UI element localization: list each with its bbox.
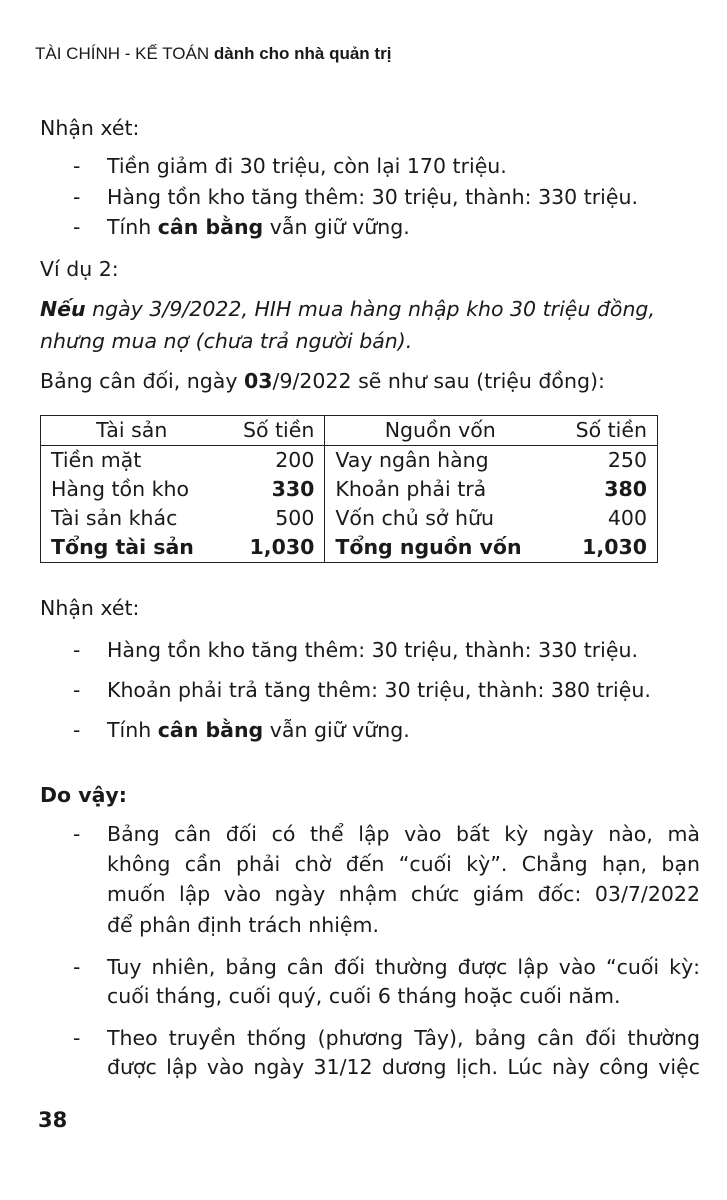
- list-item: Tiền giảm đi 30 triệu, còn lại 170 triệu.: [107, 154, 507, 178]
- paragraph-line: Tuy nhiên, bảng cân đối thường được lập vào “cuối kỳ:: [107, 955, 700, 979]
- cell: Tổng nguồn vốn: [335, 535, 522, 559]
- cell: Tài sản khác: [51, 506, 178, 530]
- header-subtitle: dành cho nhà quản trị: [213, 44, 392, 63]
- cell: Vốn chủ sở hữu: [335, 506, 494, 530]
- cell: 1,030: [223, 533, 325, 563]
- list-item: Hàng tồn kho tăng thêm: 30 triệu, thành: 330 triệu.: [107, 185, 638, 209]
- bullet-dash: -: [73, 718, 81, 742]
- example-text-line1: [40, 297, 655, 321]
- paragraph-line: Bảng cân đối có thể lập vào bất kỳ ngày nào, mà: [107, 822, 700, 846]
- header-cell: Số tiền: [555, 416, 657, 446]
- page-number: 38: [38, 1108, 68, 1132]
- text: Bảng cân đối, ngày: [40, 369, 244, 393]
- paragraph-line: Theo truyền thống (phương Tây), bảng cân đối thường: [107, 1026, 700, 1050]
- paragraph-line: cuối tháng, cuối quý, cuối 6 tháng hoặc cuối năm.: [107, 984, 621, 1008]
- header-title: TÀI CHÍNH - KẾ TOÁN: [35, 44, 210, 63]
- text: Tính: [107, 718, 158, 742]
- table-intro: [40, 369, 605, 393]
- cell: 500: [223, 504, 325, 533]
- paragraph-line: được lập vào ngày 31/12 dương lịch. Lúc này công việc: [107, 1055, 700, 1079]
- text: vẫn giữ vững.: [263, 215, 410, 239]
- bullet-dash: -: [73, 185, 81, 209]
- text: vẫn giữ vững.: [263, 718, 410, 742]
- text: /9/2022 sẽ như sau (triệu đồng):: [272, 369, 605, 393]
- section1-label: Nhận xét:: [40, 116, 140, 140]
- conclusion-label: Do vậy:: [40, 783, 127, 807]
- bold-text: Nếu: [40, 297, 86, 321]
- cell: 250: [607, 448, 647, 472]
- example-text-line2: nhưng mua nợ (chưa trả người bán).: [40, 329, 413, 353]
- cell: Tổng tài sản: [51, 535, 194, 559]
- paragraph-line: để phân định trách nhiệm.: [107, 913, 380, 937]
- text: Tính: [107, 215, 158, 239]
- cell: Hàng tồn kho: [51, 477, 189, 501]
- running-header: [35, 44, 391, 64]
- paragraph-line: muốn lập vào ngày nhậm chức giám đốc: 03/7/2022: [107, 882, 700, 906]
- example-label: Ví dụ 2:: [40, 257, 119, 281]
- table-total-row: [41, 533, 658, 563]
- bold-text: cân bằng: [157, 718, 264, 742]
- bullet-dash: -: [73, 215, 81, 239]
- header-cell: Tài sản: [41, 416, 223, 446]
- cell: Tiền mặt: [51, 448, 142, 472]
- header-cell: Số tiền: [223, 416, 325, 446]
- bold-text: cân bằng: [157, 215, 264, 239]
- bullet-dash: -: [73, 678, 81, 702]
- bold-text: 03: [244, 369, 273, 393]
- bullet-dash: -: [73, 955, 81, 979]
- list-item: Hàng tồn kho tăng thêm: 30 triệu, thành: 330 triệu.: [107, 638, 638, 662]
- cell: 200: [223, 446, 325, 476]
- cell: 400: [607, 506, 647, 530]
- list-item: [107, 215, 410, 239]
- section2-label: Nhận xét:: [40, 596, 140, 620]
- bullet-dash: -: [73, 638, 81, 662]
- table-row: [41, 504, 658, 533]
- cell: 330: [223, 475, 325, 504]
- table-row: [41, 475, 658, 504]
- bullet-dash: -: [73, 822, 81, 846]
- cell: 1,030: [582, 535, 647, 559]
- bullet-dash: -: [73, 1026, 81, 1050]
- cell: Vay ngân hàng: [335, 448, 489, 472]
- table-header-row: [41, 416, 658, 446]
- list-item: [107, 718, 410, 742]
- balance-sheet-table: [40, 415, 658, 563]
- header-cell: Nguồn vốn: [325, 416, 555, 446]
- table-row: [41, 446, 658, 476]
- cell: 380: [604, 477, 647, 501]
- bullet-dash: -: [73, 154, 81, 178]
- paragraph-line: không cần phải chờ đến “cuối kỳ”. Chẳng hạn, bạn: [107, 852, 700, 876]
- cell: Khoản phải trả: [335, 477, 487, 501]
- text: ngày 3/9/2022, HIH mua hàng nhập kho 30 triệu đồng,: [85, 297, 655, 321]
- list-item: Khoản phải trả tăng thêm: 30 triệu, thành: 380 triệu.: [107, 678, 651, 702]
